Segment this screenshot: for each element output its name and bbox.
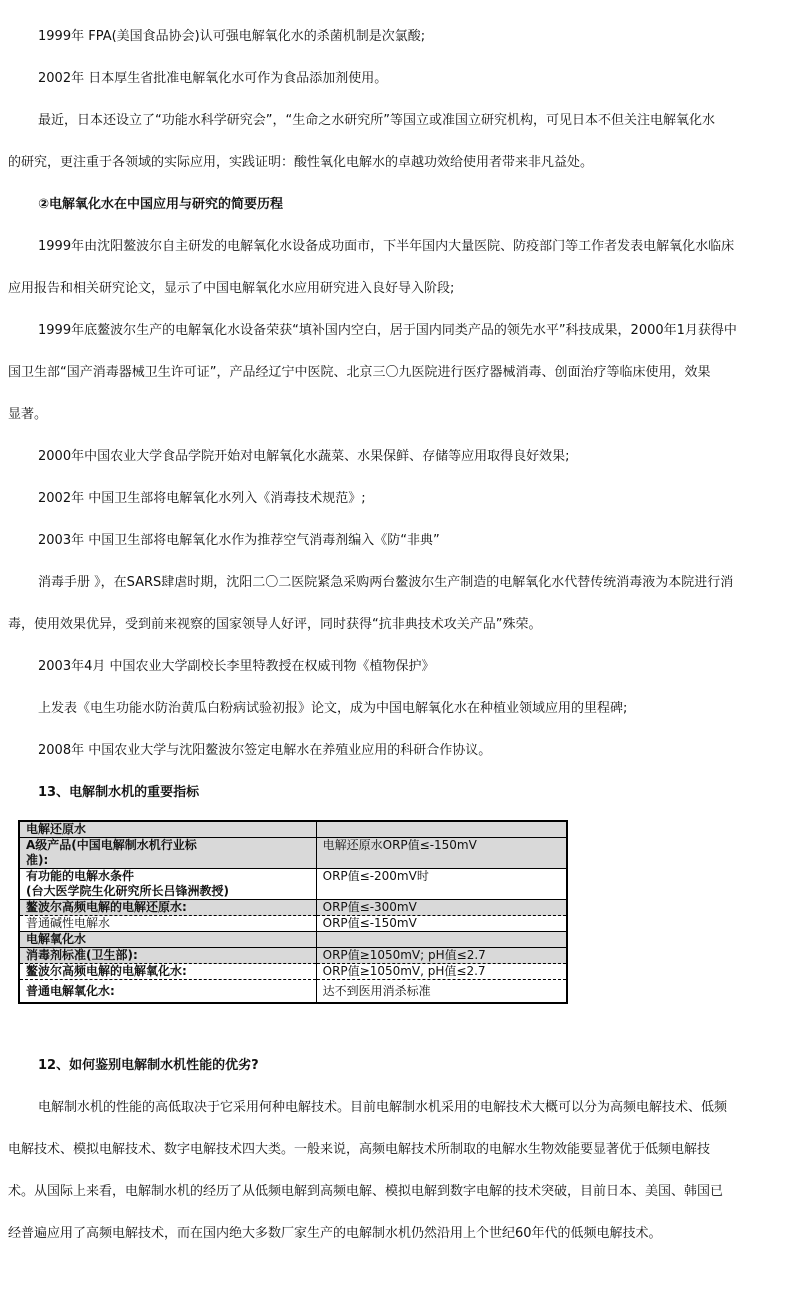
paragraph-b-line-1: 1999年底鳌波尔生产的电解氧化水设备荣获“填补国内空白，居于国内同类产品的领先水平”科技成果，2000年1月获得中 [38, 323, 737, 338]
row-label-line-1: A级产品(中国电解制水机行业标 [26, 838, 197, 852]
table-row [19, 838, 567, 869]
table-row-value: ORP值≤-200mV时 [316, 869, 567, 900]
paragraph-12-line-1: 电解制水机的性能的高低取决于它采用何种电解技术。目前电解制水机采用的电解技术大概可以分为高频电解技术、低频 [38, 1100, 728, 1115]
table-row [19, 916, 567, 932]
group-label-reduced-water: 电解还原水 [19, 821, 316, 838]
paragraph-g: 2003年4月 中国农业大学副校长李里特教授在权威刊物《植物保护》 [38, 659, 435, 674]
paragraph-12-line-3: 术。从国际上来看，电解制水机的经历了从低频电解到高频电解、模拟电解到数字电解的技术突破，目前日本、美国、韩国已 [8, 1184, 724, 1199]
table-row-value: ORP值≥1050mV; pH值≤2.7 [316, 948, 567, 964]
table-row-value: 达不到医用消杀标准 [322, 983, 431, 998]
paragraph-e: 2003年 中国卫生部将电解氧化水作为推荐空气消毒剂编入《防“非典” [38, 533, 440, 548]
paragraph-c: 2000年中国农业大学食品学院开始对电解氧化水蔬菜、水果保鲜、存储等应用取得良好效果; [38, 449, 570, 464]
table-row [19, 869, 567, 900]
table-row-label: 普通电解氧化水: [19, 980, 316, 1004]
paragraph-a-line-1: 1999年由沈阳鳌波尔自主研发的电解氧化水设备成功面市，下半年国内大量医院、防疫部门等工作者发表电解氧化水临床 [38, 239, 735, 254]
indicator-table [18, 820, 568, 1004]
paragraph-12-line-2: 电解技术、模拟电解技术、数字电解技术四大类。一般来说，高频电解技术所制取的电解水生物效能要显著优于低频电解技 [8, 1142, 711, 1157]
table-row [19, 964, 567, 980]
paragraph-recent-line-2: 的研究，更注重于各领域的实际应用，实践证明：酸性氧化电解水的卓越功效给使用者带来非凡益处。 [8, 155, 594, 170]
empty-cell [316, 821, 567, 838]
table-row-label: 普通碱性电解水 [19, 916, 316, 932]
row-label-line-1: 有功能的电解水条件 [26, 869, 135, 883]
paragraph-f-line-2: 毒，使用效果优异，受到前来视察的国家领导人好评，同时获得“抗非典技术攻关产品”殊荣。 [8, 617, 542, 632]
paragraph-b-line-3: 显著。 [8, 407, 48, 422]
table-row-label: 鳌波尔高频电解的电解氧化水: [19, 964, 316, 980]
table-row-value: 电解还原水ORP值≤-150mV [316, 838, 567, 869]
paragraph-i: 2008年 中国农业大学与沈阳鳌波尔签定电解水在养殖业应用的科研合作协议。 [38, 743, 492, 758]
table-row-label: 鳌波尔高频电解的电解还原水: [19, 900, 316, 916]
paragraph-recent-line-1: 最近，日本还设立了“功能水科学研究会”，“生命之水研究所”等国立或准国立研究机构，可见日本不但关注电解氧化水 [38, 113, 715, 128]
table-group-row [19, 821, 567, 838]
paragraph-h: 上发表《电生功能水防治黄瓜白粉病试验初报》论文，成为中国电解氧化水在种植业领域应用的里程碑; [38, 701, 628, 716]
table-row-label: 消毒剂标准(卫生部): [19, 948, 316, 964]
paragraph-b-line-2: 国卫生部“国产消毒器械卫生许可证”，产品经辽宁中医院、北京三〇九医院进行医疗器械消毒、创面治疗等临床使用，效果 [8, 365, 711, 380]
empty-cell [316, 932, 567, 948]
table-row-label [19, 838, 316, 869]
table-row [19, 948, 567, 964]
section-heading-china: ②电解氧化水在中国应用与研究的简要历程 [38, 197, 284, 212]
row-label-line-2: 准): [26, 853, 49, 867]
table-row-value: ORP值≥1050mV, pH值≤2.7 [316, 964, 567, 980]
section-heading-12: 12、如何鉴别电解制水机性能的优劣? [38, 1058, 259, 1073]
paragraph-a-line-2: 应用报告和相关研究论文，显示了中国电解氧化水应用研究进入良好导入阶段; [8, 281, 455, 296]
paragraph-1999-fpa: 1999年 FPA(美国食品协会)认可强电解氧化水的杀菌机制是次氯酸; [38, 29, 426, 44]
table-row-value: ORP值≤-300mV [316, 900, 567, 916]
paragraph-2002-japan: 2002年 日本厚生省批准电解氧化水可作为食品添加剂使用。 [38, 71, 388, 86]
paragraph-f-line-1: 消毒手册 》，在SARS肆虐时期，沈阳二〇二医院紧急采购两台鳌波尔生产制造的电解氧化水代替传统消毒液为本院进行消 [38, 575, 734, 590]
table-row-value: ORP值≤-150mV [316, 916, 567, 932]
table-row-label [19, 869, 316, 900]
paragraph-12-line-4: 经普遍应用了高频电解技术，而在国内绝大多数厂家生产的电解制水机仍然沿用上个世纪60年代的低频电解技术。 [8, 1226, 662, 1241]
section-heading-13: 13、电解制水机的重要指标 [38, 785, 200, 800]
table-row [19, 980, 567, 1004]
table-row [19, 900, 567, 916]
paragraph-d: 2002年 中国卫生部将电解氧化水列入《消毒技术规范》; [38, 491, 366, 506]
table-group-row [19, 932, 567, 948]
group-label-oxidized-water: 电解氧化水 [19, 932, 316, 948]
row-label-line-2: (台大医学院生化研究所长吕锋洲教授) [26, 884, 229, 898]
